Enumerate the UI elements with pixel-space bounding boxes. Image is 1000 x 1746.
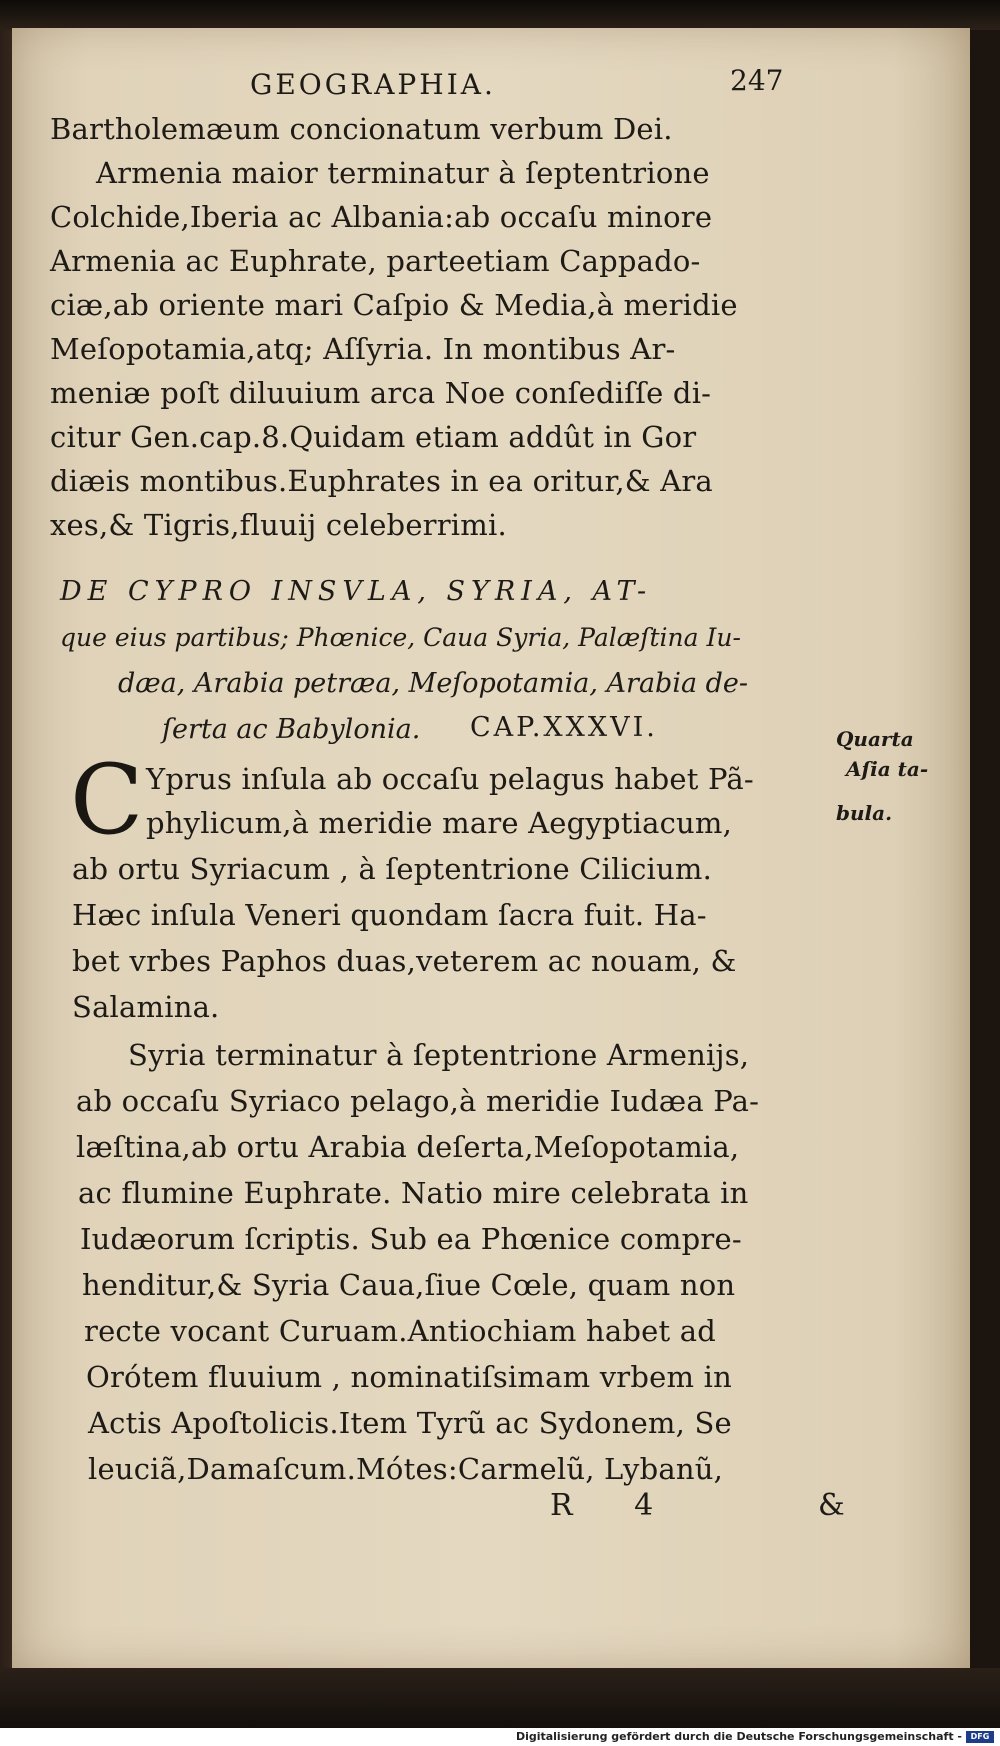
chapter-heading-line: que eius partibus; Phœnice, Caua Syria, Palæſtina Iu-: [60, 623, 741, 652]
body-line: Iudæorum ſcriptis. Sub ea Phœnice compre-: [80, 1222, 742, 1256]
chapter-number: CAP.XXXVI.: [470, 712, 658, 743]
signature-mark: R 4: [550, 1488, 680, 1523]
body-line: xes,& Tigris,fluuij celeberrimi.: [50, 508, 507, 542]
chapter-heading-line: dæa, Arabia petræa, Meſopotamia, Arabia de-: [118, 668, 749, 699]
scan-background: [0, 1668, 1000, 1728]
body-line: læſtina,ab ortu Arabia deſerta,Meſopotamia,: [76, 1130, 740, 1164]
footer-credit: Digitalisierung gefördert durch die Deutsche Forschungsgemeinschaft -: [515, 1730, 962, 1743]
body-line: Actis Apoſtolicis.Item Tyrũ ac Sydonem, Se: [88, 1406, 732, 1440]
body-line: Bartholemæum concionatum verbum Dei.: [50, 112, 673, 146]
body-line: phylicum,à meridie mare Aegyptiacum,: [146, 806, 733, 840]
chapter-heading-line: DE CYPRO INSVLA, SYRIA, AT-: [60, 576, 653, 607]
body-line: Colchide,Iberia ac Albania:ab occaſu minore: [50, 200, 713, 234]
margin-note-line: Quarta: [836, 727, 914, 751]
body-line: ab occaſu Syriaco pelago,à meridie Iudæa Pa-: [76, 1084, 760, 1118]
chapter-heading-line: ſerta ac Babylonia.: [162, 714, 421, 745]
body-line: recte vocant Curuam.Antiochiam habet ad: [84, 1314, 717, 1348]
footer-bar: [0, 1728, 1000, 1746]
page-number: 247: [730, 64, 784, 97]
body-line: leuciã,Damaſcum.Mótes:Carmelũ, Lybanũ,: [88, 1452, 724, 1486]
body-line: citur Gen.cap.8.Quidam etiam addût in Gor: [50, 420, 697, 454]
body-line: Armenia ac Euphrate, parteetiam Cappado-: [50, 244, 701, 278]
body-line: Orótem fluuium , nominatiſsimam vrbem in: [86, 1360, 732, 1394]
body-line: henditur,& Syria Caua,ſiue Cœle, quam non: [82, 1268, 736, 1302]
catchword: &: [818, 1488, 845, 1523]
body-line: ciæ,ab oriente mari Caſpio & Media,à meridie: [50, 288, 738, 322]
margin-note-line: bula.: [836, 801, 893, 825]
body-line: meniæ poſt diluuium arca Noe conſediſſe di-: [50, 376, 712, 410]
body-line: Hæc inſula Veneri quondam ſacra fuit. Ha-: [72, 898, 707, 932]
body-line: bet vrbes Paphos duas,veterem ac nouam, &: [72, 944, 737, 978]
body-line: Meſopotamia,atq; Aſſyria. In montibus Ar-: [50, 332, 676, 366]
drop-cap: C: [70, 744, 144, 856]
body-line: Salamina.: [72, 990, 220, 1024]
body-line: Yprus inſula ab occaſu pelagus habet Pã-: [146, 762, 754, 796]
body-line: ac flumine Euphrate. Natio mire celebrata in: [78, 1176, 749, 1210]
dfg-logo: DFG: [966, 1731, 994, 1743]
binding-edge: [0, 0, 1000, 30]
margin-note-line: Aſia ta-: [846, 757, 929, 781]
body-line: Armenia maior terminatur à ſeptentrione: [96, 156, 710, 190]
body-line: Syria terminatur à ſeptentrione Armenijs,: [128, 1038, 750, 1072]
running-head: GEOGRAPHIA.: [250, 68, 496, 101]
body-line: ab ortu Syriacum , à ſeptentrione Cilicium.: [72, 852, 712, 886]
body-line: diæis montibus.Euphrates in ea oritur,& Ara: [50, 464, 713, 498]
